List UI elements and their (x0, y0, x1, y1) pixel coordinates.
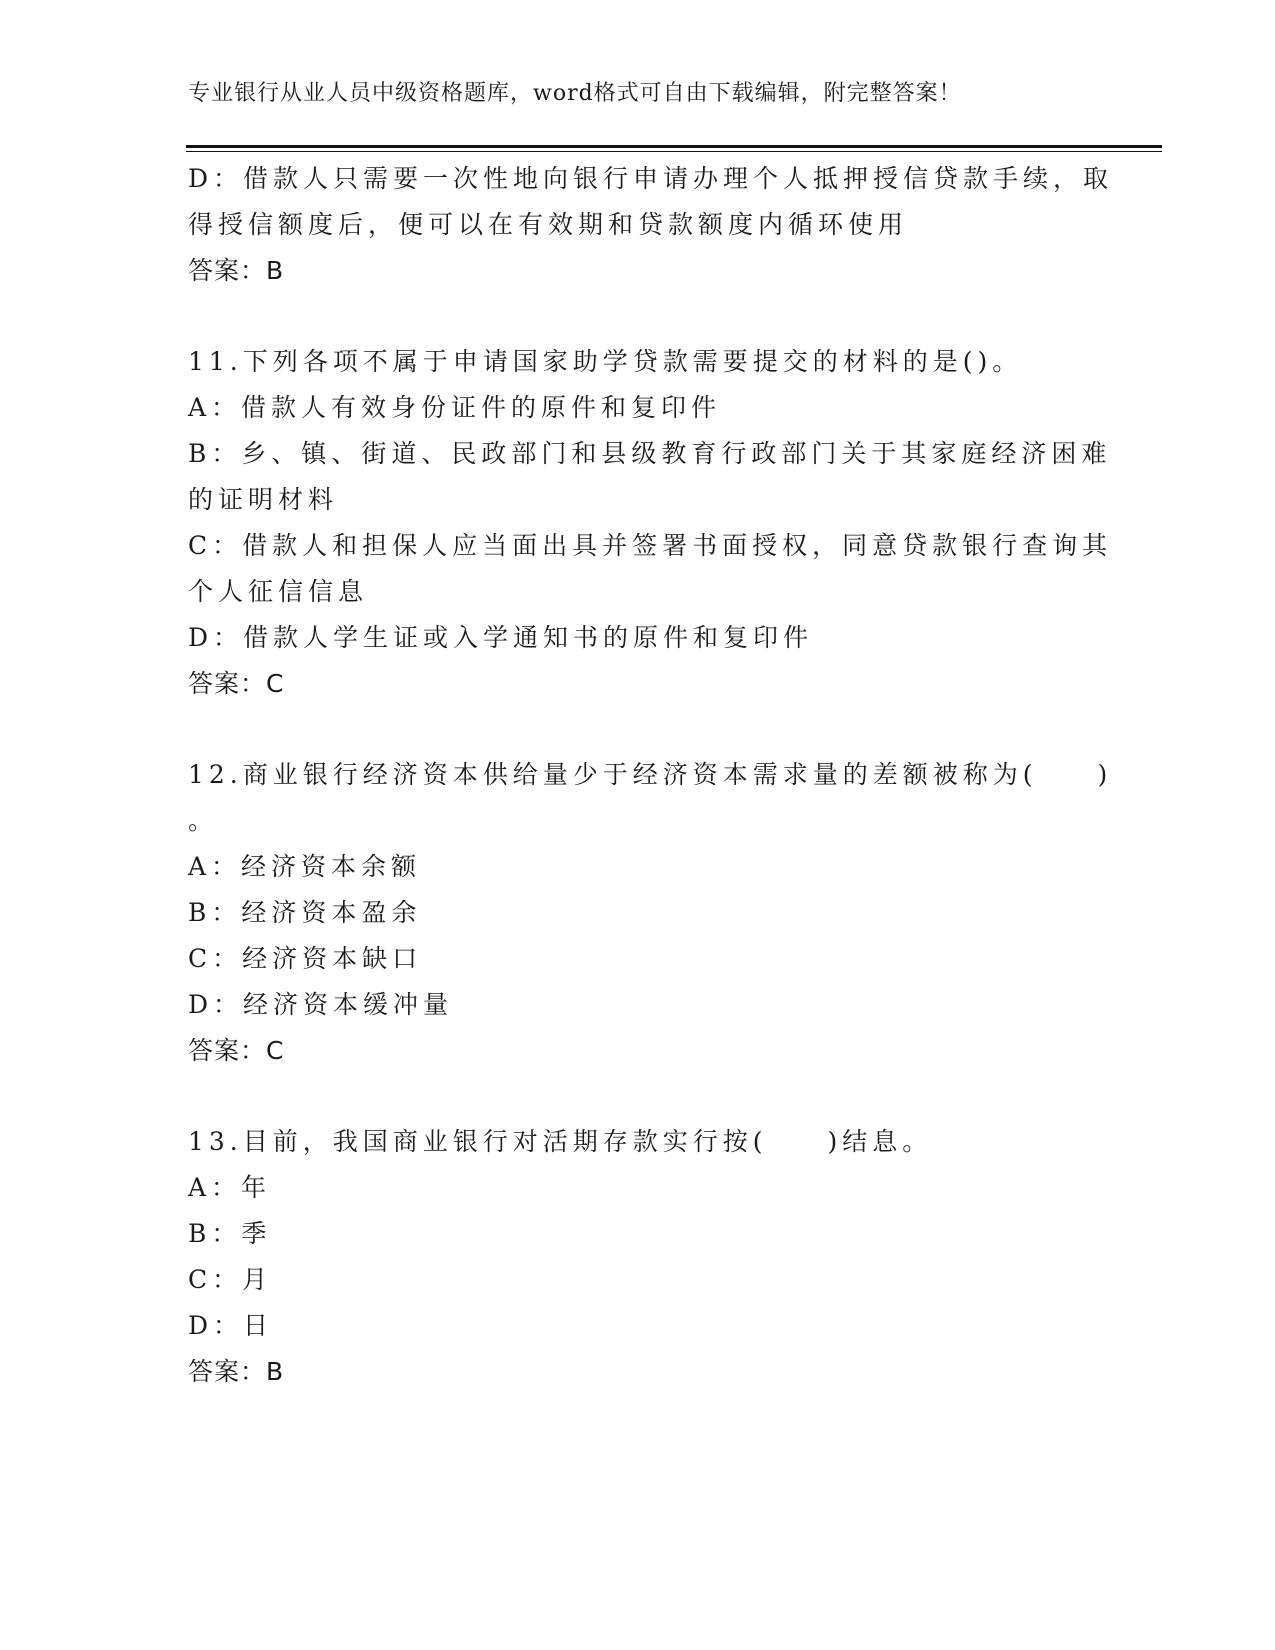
question-block (188, 1119, 1088, 1395)
option-line: D：借款人学生证或入学通知书的原件和复印件 (188, 623, 814, 652)
block-spacer (188, 1074, 1088, 1119)
option-line: D：日 (188, 1311, 274, 1340)
question-line: 得授信额度后，便可以在有效期和贷款额度内循环使用 (188, 210, 909, 239)
option-line: C：借款人和担保人应当面出具并签署书面授权，同意贷款银行查询其 (188, 531, 1113, 560)
option-line: B：乡、镇、街道、民政部门和县级教育行政部门关于其家庭经济困难 (188, 439, 1112, 468)
answer-line: 答案：C (188, 1036, 285, 1065)
option-line: C：经济资本缺口 (188, 944, 423, 973)
question-block (188, 156, 1114, 294)
option-line: 的证明材料 (188, 485, 339, 514)
question-block (188, 339, 1113, 707)
question-stem: 11.下列各项不属于申请国家助学贷款需要提交的材料的是()。 (188, 347, 1023, 376)
block-spacer (188, 707, 1088, 752)
answer-line: 答案：B (188, 256, 285, 285)
question-block (188, 752, 1113, 1074)
block-spacer (188, 294, 1088, 339)
question-content (188, 156, 1114, 1395)
option-line: B：季 (188, 1219, 272, 1248)
question-stem: 13.目前，我国商业银行对活期存款实行按( )结息。 (188, 1127, 933, 1156)
option-line: A：年 (188, 1173, 272, 1202)
option-line: C：月 (188, 1265, 273, 1294)
page-header: 专业银行从业人员中级资格题库，word格式可自由下载编辑，附完整答案！ (188, 81, 962, 106)
question-stem: 。 (188, 806, 219, 835)
header-rule-thin (186, 151, 1162, 152)
option-line: B：经济资本盈余 (188, 898, 422, 927)
answer-line: 答案：C (188, 669, 285, 698)
option-line: 个人征信信息 (188, 577, 369, 606)
answer-line: 答案：B (188, 1357, 285, 1386)
header-rule-thick (186, 145, 1162, 148)
question-stem: 12.商业银行经济资本供给量少于经济资本需求量的差额被称为( ) (188, 760, 1113, 789)
option-line: A：经济资本余额 (188, 852, 422, 881)
question-line: D：借款人只需要一次性地向银行申请办理个人抵押授信贷款手续，取 (188, 164, 1114, 193)
option-line: D：经济资本缓冲量 (188, 990, 454, 1019)
option-line: A：借款人有效身份证件的原件和复印件 (188, 393, 722, 422)
